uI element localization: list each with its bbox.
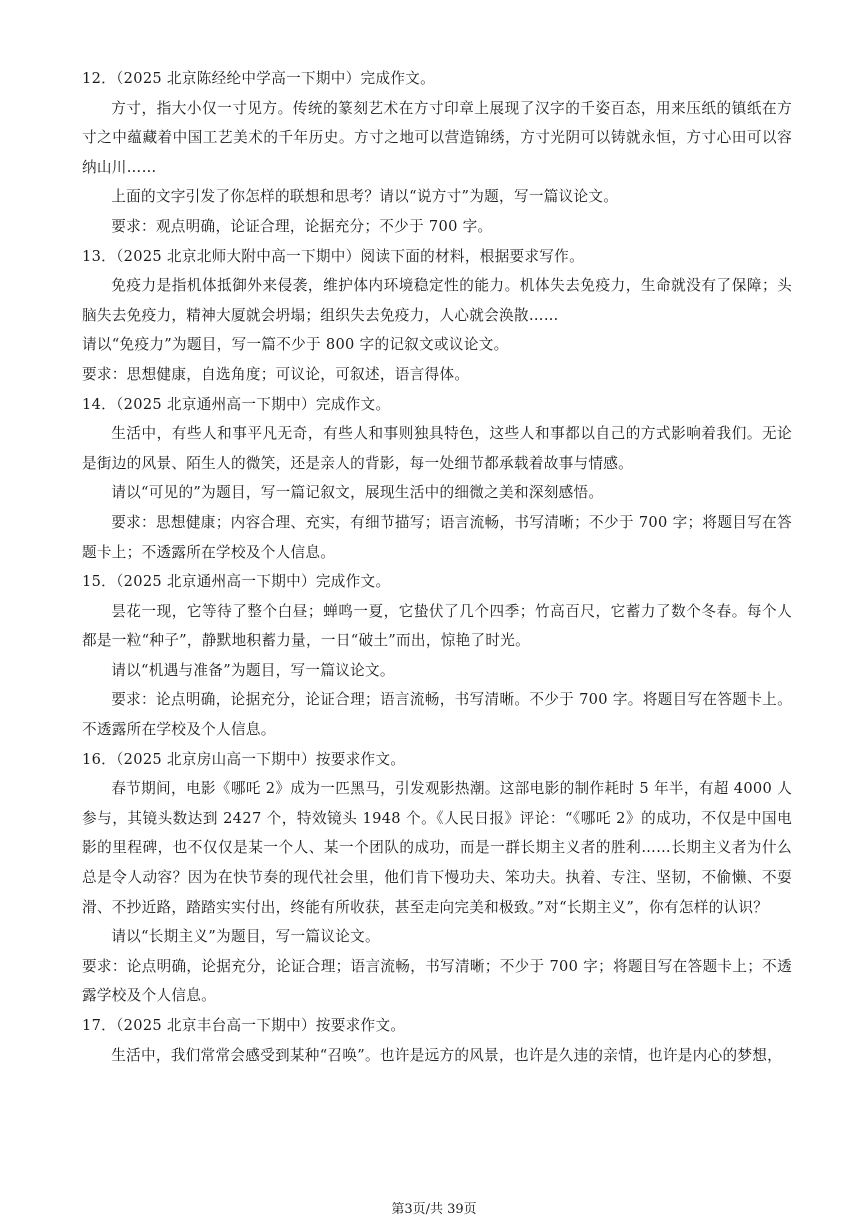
question-paragraph: 要求：观点明确，论证合理，论据充分；不少于 700 字。: [111, 217, 493, 235]
question-paragraph: 要求：论点明确，论据充分，论证合理；语言流畅，书写清晰。不少于 700 字。将题目写在答题卡上。不透露所在学校及个人信息。: [82, 691, 792, 739]
question-paragraph: 昙花一现，它等待了整个白昼；蝉鸣一夏，它蛰伏了几个四季；竹高百尺，它蓄力了数个冬春。每个人都是一粒“种子”，静默地积蓄力量，一日“破土”而出，惊艳了时光。: [82, 602, 792, 650]
question-block: [82, 242, 792, 390]
question-header: 16．（2025 北京房山高一下期中）按要求作文。: [82, 750, 406, 768]
question-block: [82, 1011, 792, 1070]
question-paragraph: 方寸，指大小仅一寸见方。传统的篆刻艺术在方寸印章上展现了汉字的千姿百态，用来压纸的镇纸在方寸之中蕴藏着中国工艺美术的千年历史。方寸之地可以营造锦绣，方寸光阴可以铸就永恒，方寸心田可以容纳山川……: [82, 99, 792, 176]
question-paragraph: 请以“机遇与准备”为题目，写一篇议论文。: [111, 661, 395, 679]
question-paragraph: 免疫力是指机体抵御外来侵袭，维护体内环境稳定性的能力。机体失去免疫力，生命就没有了保障；头脑失去免疫力，精神大厦就会坍塌；组织失去免疫力，人心就会涣散……: [82, 277, 792, 324]
question-block: [82, 64, 792, 242]
question-paragraph: 要求：论点明确，论据充分，论证合理；语言流畅，书写清晰；不少于 700 字；将题目写在答题卡上；不透露学校及个人信息。: [82, 957, 792, 1005]
question-paragraph: 要求：思想健康，自选角度；可议论，可叙述，语言得体。: [82, 365, 470, 383]
question-block: [82, 390, 792, 568]
question-header: 15．（2025 北京通州高一下期中）完成作文。: [82, 573, 391, 591]
question-paragraph: 请以“免疫力”为题目，写一篇不少于 800 字的记叙文或议论文。: [82, 336, 509, 354]
page-footer: 第3页/共 39页: [391, 1202, 477, 1217]
question-paragraph: 上面的文字引发了你怎样的联想和思考？请以“说方寸”为题，写一篇议论文。: [111, 188, 619, 206]
question-paragraph: 生活中，我们常常会感受到某种“召唤”。也许是远方的风景，也许是久违的亲情，也许是内心的梦想，: [111, 1046, 783, 1064]
question-header: 13．（2025 北京北师大附中高一下期中）阅读下面的材料，根据要求写作。: [82, 247, 584, 265]
question-header: 14．（2025 北京通州高一下期中）完成作文。: [82, 395, 391, 413]
question-block: [82, 745, 792, 1011]
question-paragraph: 请以“长期主义”为题目，写一篇议论文。: [111, 928, 380, 946]
question-header: 17．（2025 北京丰台高一下期中）按要求作文。: [82, 1017, 406, 1034]
question-paragraph: 请以“可见的”为题目，写一篇记叙文，展现生活中的细微之美和深刻感悟。: [111, 484, 604, 502]
question-header: 12．（2025 北京陈经纶中学高一下期中）完成作文。: [82, 70, 436, 87]
questions-container: [82, 64, 792, 1070]
question-block: [82, 567, 792, 745]
question-paragraph: 要求：思想健康；内容合理、充实，有细节描写；语言流畅，书写清晰；不少于 700 字；将题目写在答题卡上；不透露所在学校及个人信息。: [82, 513, 792, 561]
question-paragraph: 春节期间，电影《哪吒 2》成为一匹黑马，引发观影热潮。这部电影的制作耗时 5 年半，有超 4000 人参与，其镜头数达到 2427 个，特效镜头 1948 个。《人民日报》评论：“《哪吒 2》的成功，不仅是中国电影的里程碑，也不仅仅是某一个人、某一个团队的成功，而是一群长期主义者的胜利……长期主义者为什么总是令人动容？因为在快节奏的现代社会里，他们肯下慢功夫、笨功夫。执着、专注、坚韧，不偷懒、不耍滑、不抄近路，踏踏实实付出，终能有所收获，甚至走向完美和极致。”对“长期主义”，你有怎样的认识？: [82, 780, 792, 916]
question-paragraph: 生活中，有些人和事平凡无奇，有些人和事则独具特色，这些人和事都以自己的方式影响着我们。无论是街边的风景、陌生人的微笑，还是亲人的背影，每一处细节都承载着故事与情感。: [82, 425, 792, 472]
